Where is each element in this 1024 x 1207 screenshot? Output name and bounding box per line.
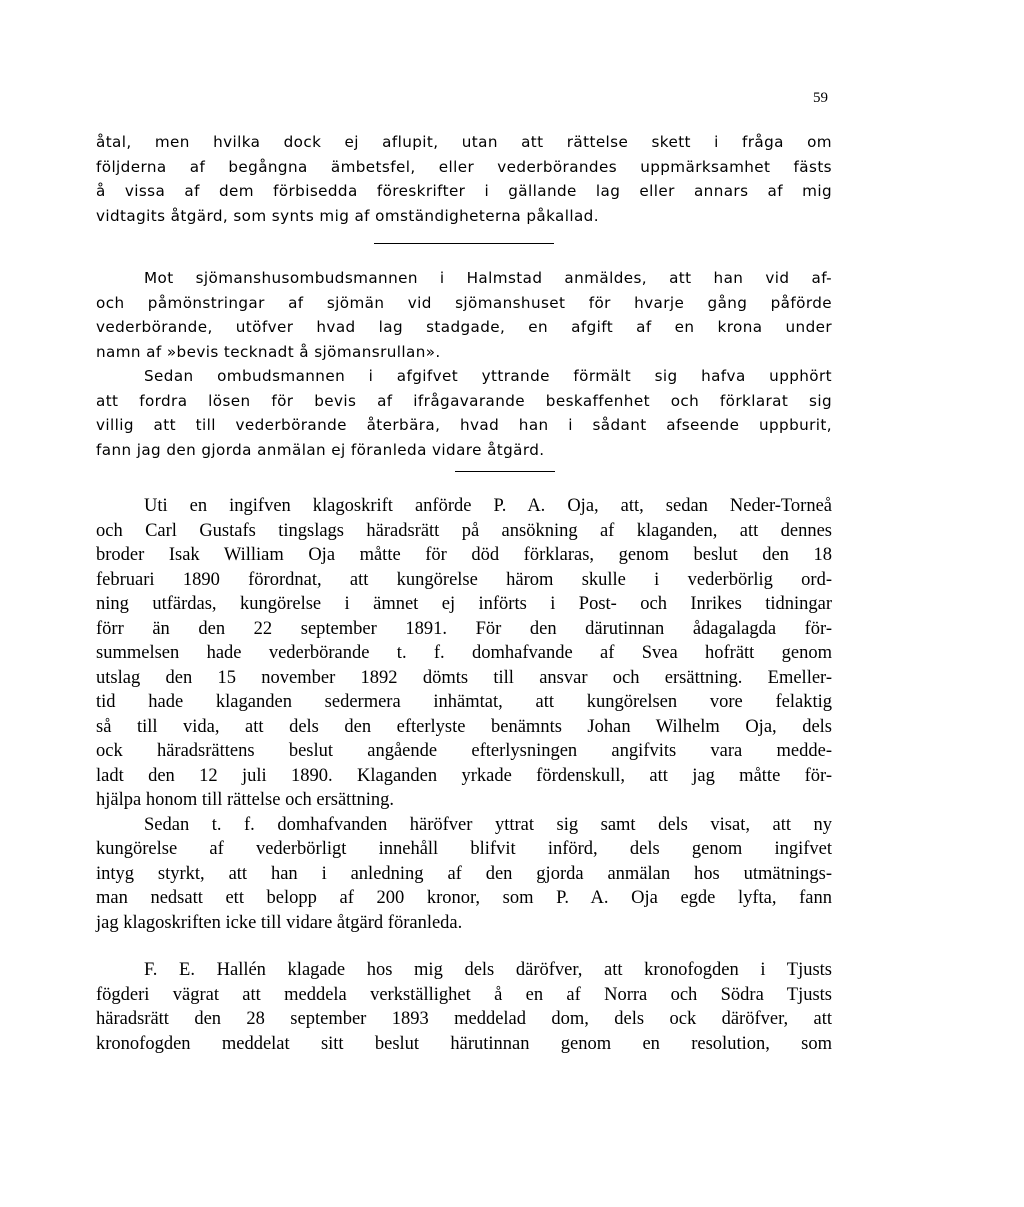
text-line: och påmönstringar af sjömän vid sjömanshuset för hvarje gång påförde	[96, 293, 832, 312]
section-divider	[455, 471, 555, 472]
text-line: kungörelse af vederbörligt innehåll blifvit införd, dels genom ingifvet	[96, 839, 832, 859]
text-line: förr än den 22 september 1891. För den därutinnan ådagalagda för-	[96, 618, 832, 639]
text-line: ning utfärdas, kungörelse i ämnet ej införts i Post- och Inrikes tidningar	[96, 594, 832, 614]
page-number: 59	[813, 90, 828, 106]
text-line: å vissa af dem förbisedda föreskrifter i gällande lag eller annars af mig	[96, 182, 832, 200]
text-line: namn af »bevis tecknadt å sjömansrullan».	[96, 342, 441, 361]
text-line: följderna af begångna ämbetsfel, eller vederbörandes uppmärksamhet fästs	[96, 157, 832, 176]
text-line: jag klagoskriften icke till vidare åtgärd föranleda.	[96, 912, 463, 933]
text-line: och Carl Gustafs tingslags häradsrätt på ansökning af klaganden, att dennes	[96, 520, 832, 541]
text-line: intyg styrkt, att han i anledning af den gjorda anmälan hos utmätnings-	[96, 863, 832, 884]
text-line: Sedan ombudsmannen i afgifvet yttrande förmält sig hafva upphört	[144, 367, 832, 385]
text-line: vidtagits åtgärd, som synts mig af omständigheterna påkallad.	[96, 206, 599, 225]
text-line: ock häradsrättens beslut angående efterlysningen angifvits vara medde-	[96, 741, 832, 761]
text-line: häradsrätt den 28 september 1893 meddelad dom, dels ock däröfver, att	[96, 1009, 832, 1029]
text-line: fann jag den gjorda anmälan ej föranleda vidare åtgärd.	[96, 440, 545, 459]
text-line: fögderi vägrat att meddela verkställighet å en af Norra och Södra Tjusts	[96, 984, 832, 1005]
text-line: man nedsatt ett belopp af 200 kronor, som P. A. Oja egde lyfta, fann	[96, 888, 832, 908]
text-line: ladt den 12 juli 1890. Klaganden yrkade fördenskull, att jag måtte för-	[96, 765, 832, 786]
text-line: Sedan t. f. domhafvanden häröfver yttrat sig samt dels visat, att ny	[144, 814, 832, 835]
text-line: Uti en ingifven klagoskrift anförde P. A. Oja, att, sedan Neder-Torneå	[144, 496, 832, 516]
paragraph-4	[96, 958, 832, 1056]
text-line: att fordra lösen för bevis af ifrågavarande beskaffenhet och förklarat sig	[96, 391, 832, 410]
section-divider	[374, 243, 554, 244]
text-line: åtal, men hvilka dock ej aflupit, utan att rättelse skett i fråga om	[96, 133, 832, 151]
text-line: kronofogden meddelat sitt beslut härutinnan genom en resolution, som	[96, 1033, 832, 1054]
text-line: summelsen hade vederbörande t. f. domhafvande af Svea hofrätt genom	[96, 643, 832, 663]
text-line: tid hade klaganden sedermera inhämtat, att kungörelsen vore felaktig	[96, 692, 832, 712]
text-line: hjälpa honom till rättelse och ersättning.	[96, 790, 394, 810]
text-line: villig att till vederbörande återbära, hvad han i sådant afseende uppburit,	[96, 416, 832, 434]
paragraph-1	[96, 130, 832, 228]
text-line: så till vida, att dels den efterlyste benämnts Johan Wilhelm Oja, dels	[96, 716, 832, 737]
text-line: utslag den 15 november 1892 dömts till ansvar och ersättning. Emeller-	[96, 667, 832, 688]
paragraph-2	[96, 266, 832, 462]
text-line: Mot sjömanshusombudsmannen i Halmstad anmäldes, att han vid af-	[144, 269, 832, 287]
text-line: F. E. Hallén klagade hos mig dels däröfver, att kronofogden i Tjusts	[144, 960, 832, 980]
text-line: broder Isak William Oja måtte för död förklaras, genom beslut den 18	[96, 545, 832, 565]
text-line: vederbörande, utöfver hvad lag stadgade, en afgift af en krona under	[96, 318, 832, 336]
text-line: februari 1890 förordnat, att kungörelse härom skulle i vederbörlig ord-	[96, 569, 832, 590]
paragraph-3	[96, 494, 832, 935]
